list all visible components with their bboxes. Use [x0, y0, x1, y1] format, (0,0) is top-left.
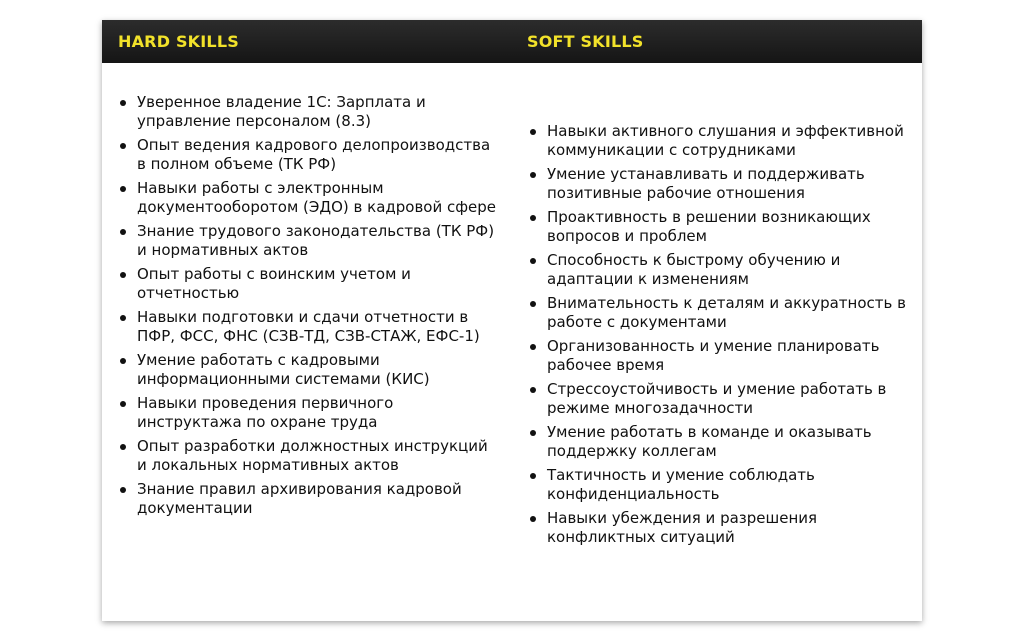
- hard-skill-item: Навыки проведения первичного инструктажа по охране труда: [137, 394, 497, 432]
- hard-skill-item: Опыт работы с воинским учетом и отчетностью: [137, 265, 497, 303]
- hard-skill-item: Знание правил архивирования кадровой документации: [137, 480, 497, 518]
- hard-skill-item: Опыт ведения кадрового делопроизводства в полном объеме (ТК РФ): [137, 136, 497, 174]
- hard-skill-item: Знание трудового законодательства (ТК РФ) и нормативных актов: [137, 222, 497, 260]
- hard-skill-item: Умение работать с кадровыми информационными системами (КИС): [137, 351, 497, 389]
- soft-skill-item: Навыки активного слушания и эффективной коммуникации с сотрудниками: [547, 122, 907, 160]
- soft-skill-item: Тактичность и умение соблюдать конфиденциальность: [547, 466, 907, 504]
- hard-skill-item: Навыки работы с электронным документооборотом (ЭДО) в кадровой сфере: [137, 179, 497, 216]
- soft-skill-item: Умение работать в команде и оказывать поддержку коллегам: [547, 423, 907, 461]
- hard-skill-item: Навыки подготовки и сдачи отчетности в ПФР, ФСС, ФНС (СЗВ-ТД, СЗВ-СТАЖ, ЕФС-1): [137, 308, 497, 346]
- soft-skill-item: Навыки убеждения и разрешения конфликтных ситуаций: [547, 509, 907, 547]
- soft-skill-item: Умение устанавливать и поддерживать позитивные рабочие отношения: [547, 165, 907, 203]
- soft-skills-title: SOFT SKILLS: [527, 32, 644, 51]
- hard-skills-list: [118, 93, 497, 523]
- skills-header: [102, 20, 922, 63]
- skills-card: [102, 20, 922, 621]
- hard-skill-item: Уверенное владение 1С: Зарплата и управление персоналом (8.3): [137, 93, 497, 131]
- soft-skill-item: Проактивность в решении возникающих вопросов и проблем: [547, 208, 907, 246]
- soft-skill-item: Стрессоустойчивость и умение работать в режиме многозадачности: [547, 380, 907, 418]
- soft-skills-list: [528, 122, 907, 552]
- hard-skill-item: Опыт разработки должностных инструкций и локальных нормативных актов: [137, 437, 497, 475]
- soft-skill-item: Способность к быстрому обучению и адаптации к изменениям: [547, 251, 907, 289]
- soft-skill-item: Внимательность к деталям и аккуратность в работе с документами: [547, 294, 906, 331]
- soft-skill-item: Организованность и умение планировать рабочее время: [547, 337, 907, 375]
- hard-skills-title: HARD SKILLS: [118, 32, 239, 51]
